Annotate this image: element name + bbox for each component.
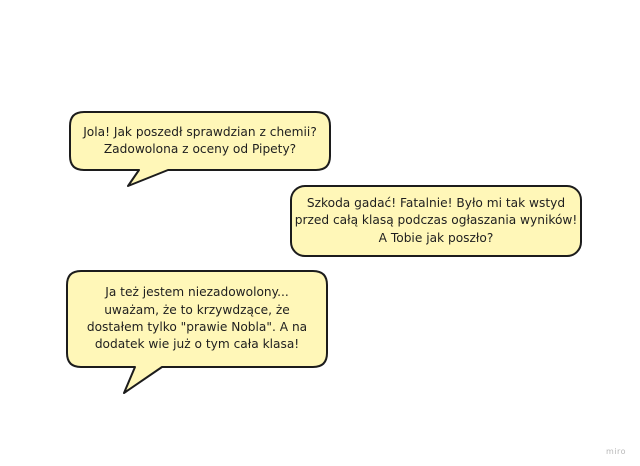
miro-watermark: miro (605, 447, 626, 456)
bubble-2-line-3: A Tobie jak poszło? (378, 230, 494, 245)
bubble-3-line-1: Ja też jestem niezadowolony... (105, 285, 289, 300)
bubble-1-line-2: Zadowolona z oceny od Pipety? (103, 142, 297, 156)
speech-bubble-1-text (70, 112, 330, 170)
bubble-3-line-4: dodatek wie już o tym cała klasa! (94, 337, 300, 352)
speech-bubble-3-text (67, 271, 327, 367)
speech-bubble-2-text (291, 186, 581, 256)
bubble-3-line-2: uważam, że to krzywdzące, że (104, 302, 290, 317)
bubble-2-line-2: przed całą klasą podczas ogłaszania wyników! (294, 213, 578, 228)
bubble-1-line-1: Jola! Jak poszedł sprawdzian z chemii? (83, 124, 317, 139)
bubble-2-line-1: Szkoda gadać! Fatalnie! Było mi tak wstyd (306, 196, 566, 210)
bubble-3-line-3: dostałem tylko "prawie Nobla". A na (86, 320, 308, 334)
